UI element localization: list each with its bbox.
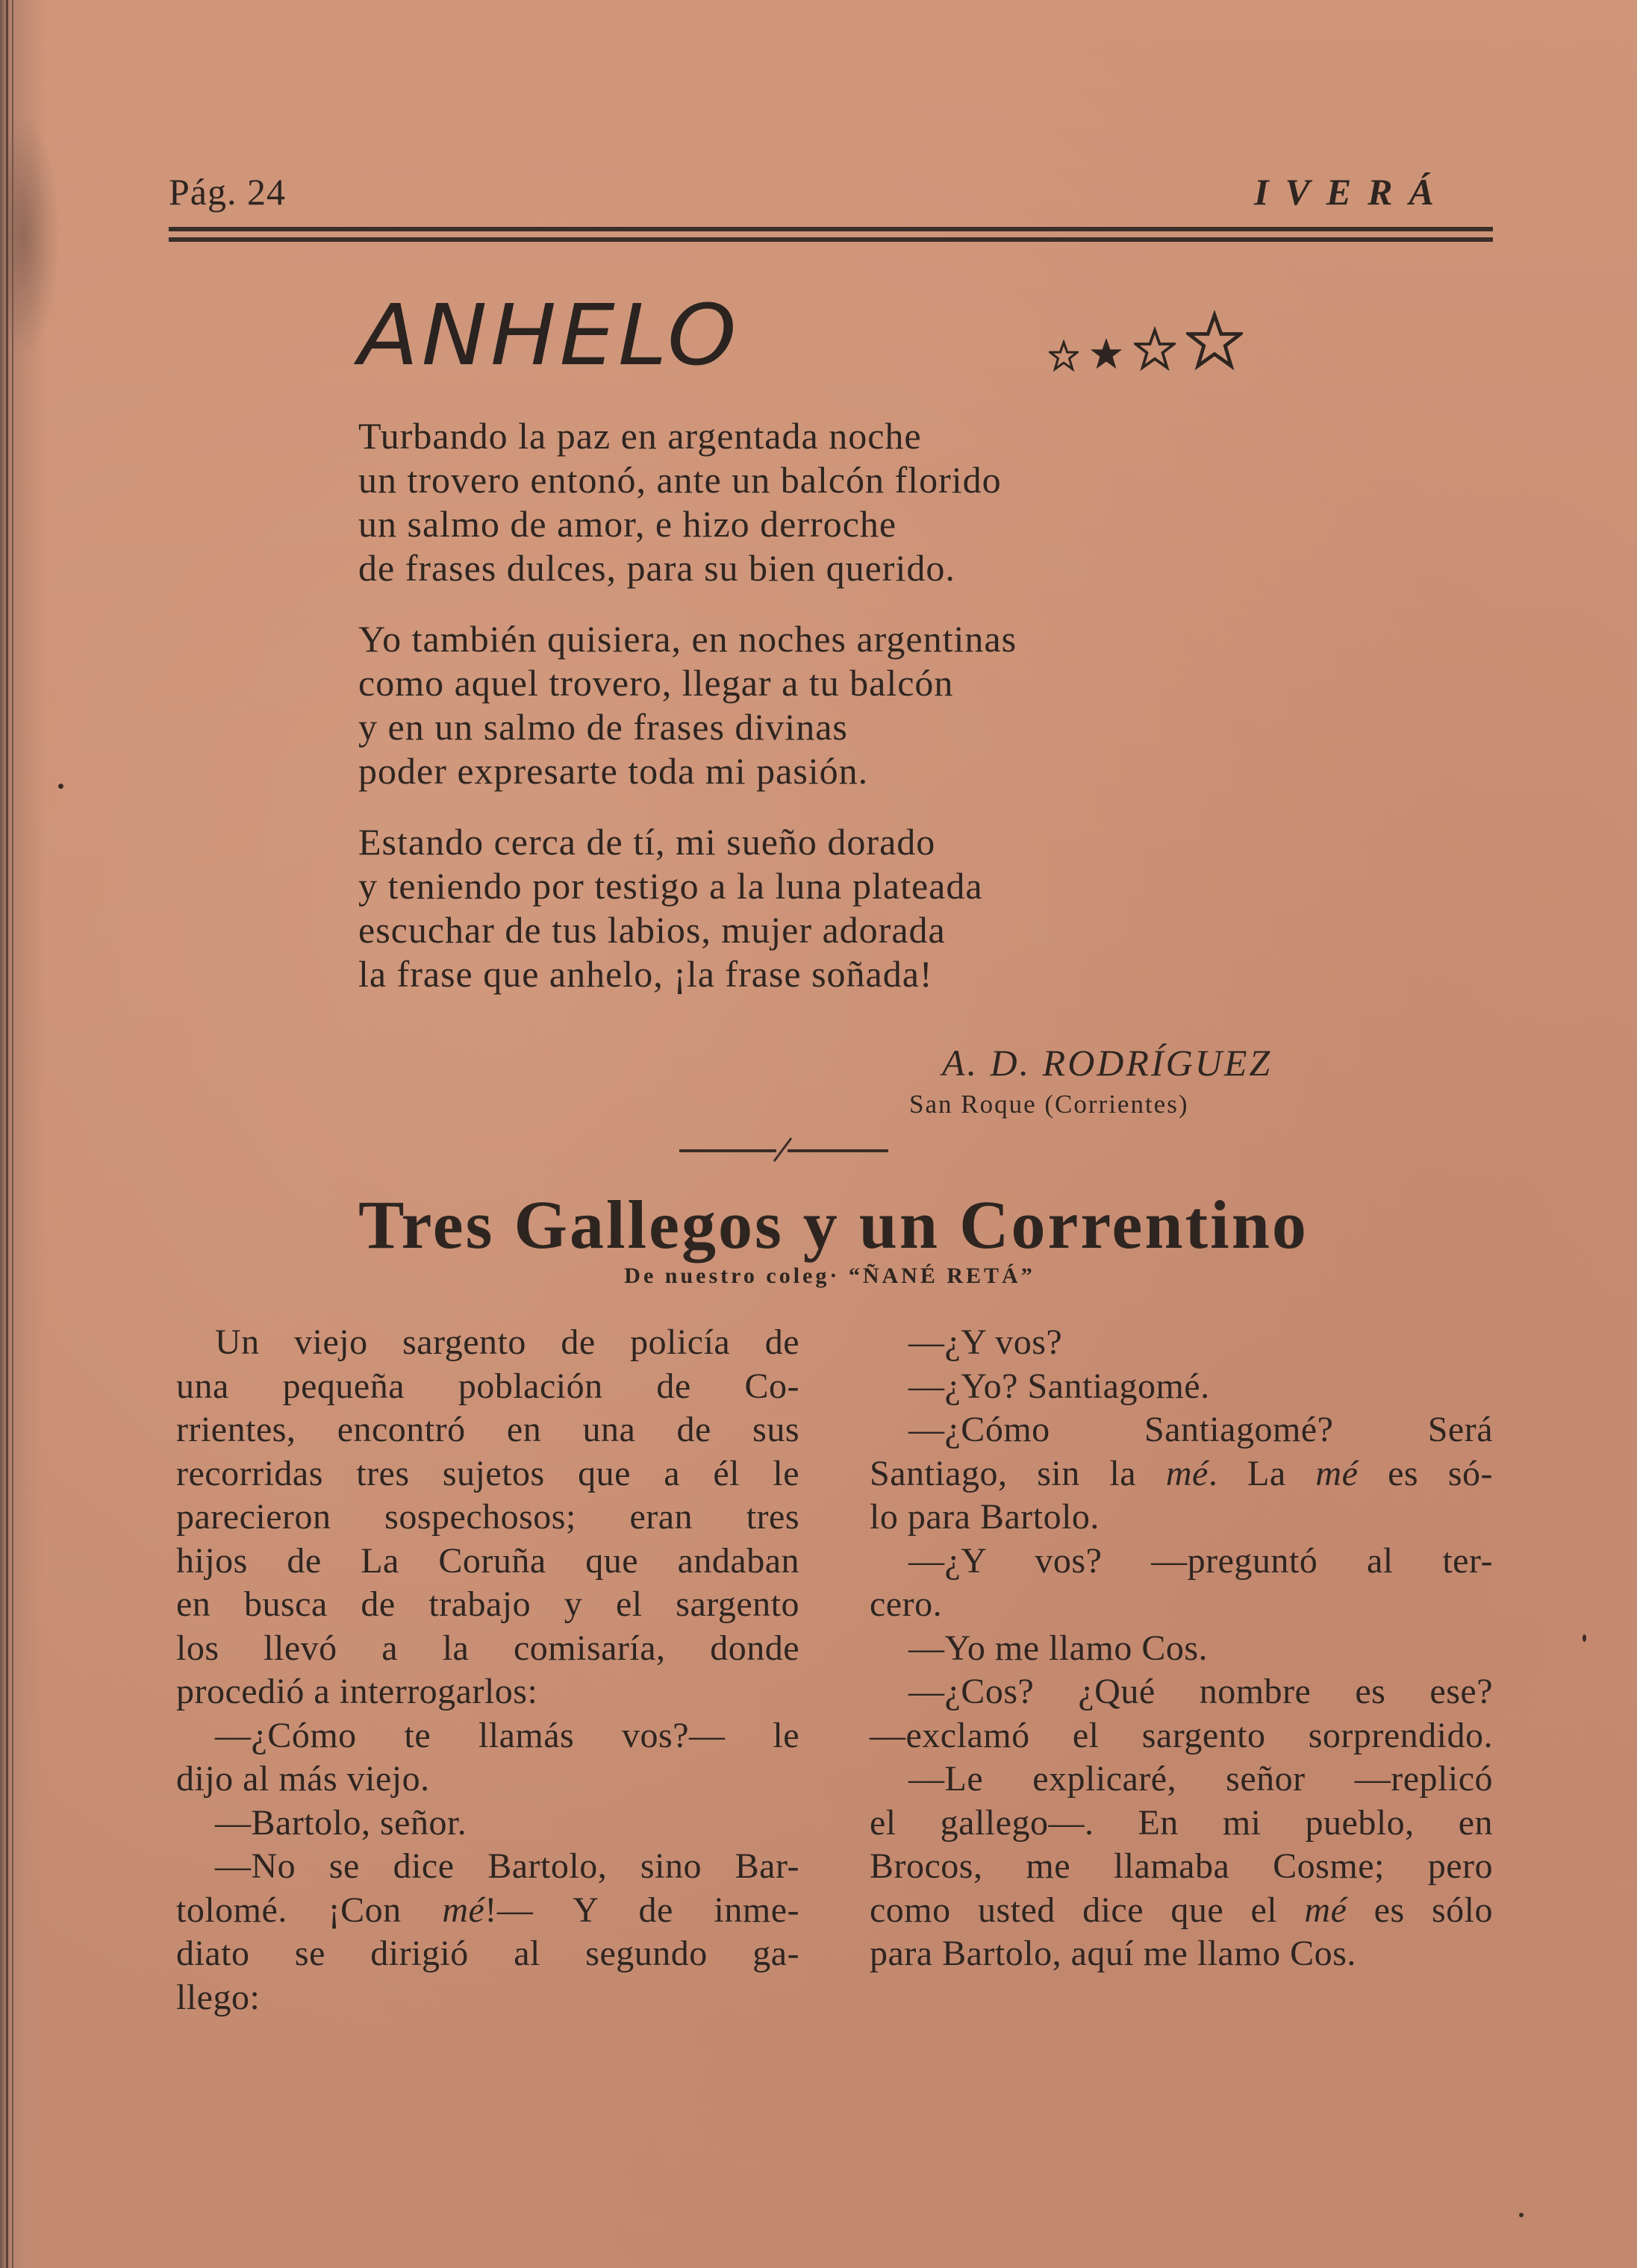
text-line: Un viejo sargento de policía de: [215, 1322, 799, 1362]
text-line: rrientes, encontró en una de sus: [176, 1410, 799, 1449]
verse: Estando cerca de tí, mi sueño dorado: [358, 821, 936, 863]
text-line: una pequeña población de Co-: [176, 1366, 799, 1406]
text-line: —¿Cos? ¿Qué nombre es ese?: [908, 1672, 1493, 1711]
text-line: recorridas tres sujetos que a él le: [176, 1453, 799, 1493]
text-line: —¿Cómo te llamás vos?— le: [215, 1715, 799, 1755]
story-right-column: [870, 1321, 1493, 1976]
verse: de frases dulces, para su bien querido.: [358, 547, 955, 589]
text-line: [870, 1889, 1493, 1933]
text-line: —¿Cómo Santiagomé? Será: [908, 1410, 1493, 1449]
text-line: [870, 1452, 1493, 1496]
poem-place: San Roque (Corrientes): [909, 1090, 1189, 1119]
verse: Turbando la paz en argentada noche: [358, 415, 922, 457]
stanza: [358, 414, 1329, 590]
story-left-column: [176, 1321, 799, 2019]
text-line: Brocos, me llamaba Cosme; pero: [870, 1846, 1493, 1886]
text-line: —¿Y vos?: [908, 1322, 1063, 1362]
text-line: —¿Y vos? —preguntó al ter-: [908, 1540, 1493, 1581]
verse: escuchar de tus labios, mujer adorada: [358, 909, 946, 951]
text-segment: es só-: [1358, 1453, 1493, 1493]
text-segment: Santiago, sin la: [870, 1453, 1166, 1493]
water-stain: [7, 112, 60, 358]
stanza: [358, 820, 1329, 996]
text-line: lo para Bartolo.: [870, 1497, 1100, 1537]
text-line: hijos de La Coruña que andaban: [176, 1540, 799, 1581]
text-line: parecieron sospechosos; eran tres: [176, 1497, 799, 1537]
verse: un trovero entonó, ante un balcón florido: [358, 459, 1002, 501]
text-line: —Bartolo, señor.: [215, 1802, 467, 1843]
text-line: llego:: [176, 1977, 261, 2017]
page-number: Pág. 24: [169, 171, 286, 213]
text-line: procedió a interrogarlos:: [176, 1672, 538, 1711]
verse: como aquel trovero, llegar a tu balcón: [358, 662, 954, 704]
verse: un salmo de amor, e hizo derroche: [358, 503, 897, 545]
text-segment: . La: [1208, 1453, 1316, 1493]
paper-speck: [1519, 2213, 1524, 2217]
emphasis-word: mé: [1165, 1453, 1209, 1493]
header-rule-bottom: [169, 237, 1493, 242]
text-segment: es sólo: [1347, 1890, 1493, 1930]
text-line: cero.: [870, 1584, 943, 1624]
emphasis-word: mé: [1315, 1453, 1359, 1493]
text-segment: como usted dice que el: [870, 1890, 1305, 1930]
emphasis-word: mé: [1304, 1890, 1347, 1930]
star-outline-icon: [1134, 326, 1176, 372]
emphasis-word: mé: [442, 1890, 485, 1930]
text-line: diato se dirigió al segundo ga-: [176, 1934, 799, 1973]
title-stars: [1049, 310, 1243, 372]
text-line: los llevó a la comisaría, donde: [176, 1628, 799, 1668]
paper-speck: [1583, 1634, 1586, 1642]
poem-title: ANHELO: [358, 287, 740, 384]
star-filled-icon: [1089, 335, 1123, 372]
text-line: —¿Yo? Santiagomé.: [908, 1366, 1210, 1406]
stanza: [358, 617, 1329, 793]
text-line: —exclamó el sargento sorprendido.: [870, 1715, 1493, 1755]
poem-author: A. D. RODRÍGUEZ: [942, 1042, 1273, 1084]
verse: poder expresarte toda mi pasión.: [358, 750, 869, 792]
text-line: —No se dice Bartolo, sino Bar-: [215, 1846, 799, 1886]
verse: Yo también quisiera, en noches argentinas: [358, 618, 1017, 660]
header-rule-top: [169, 227, 1493, 231]
text-line: para Bartolo, aquí me llamo Cos.: [870, 1934, 1356, 1973]
text-line: —Yo me llamo Cos.: [908, 1628, 1209, 1668]
publication-name: IVERÁ: [1254, 171, 1450, 213]
text-segment: !— Y de inme-: [484, 1890, 799, 1930]
verse: y en un salmo de frases divinas: [358, 706, 848, 748]
paper-speck: [58, 784, 63, 789]
story-title: Tres Gallegos y un Correntino: [358, 1187, 1309, 1263]
text-line: dijo al más viejo.: [176, 1759, 430, 1799]
poem-body: [358, 414, 1329, 1023]
text-line: en busca de trabajo y el sargento: [176, 1584, 799, 1624]
story-source: De nuestro coleg· “ÑANÉ RETÁ”: [624, 1263, 1035, 1288]
text-line: [176, 1889, 799, 1933]
text-line: —Le explicaré, señor —replicó: [908, 1759, 1493, 1799]
verse: y teniendo por testigo a la luna plateada: [358, 865, 983, 907]
text-line: el gallego—. En mi pueblo, en: [870, 1802, 1493, 1843]
section-divider-ornament: [676, 1134, 892, 1164]
star-outline-icon: [1049, 340, 1079, 372]
verse: la frase que anhelo, ¡la frase soñada!: [358, 953, 933, 995]
star-outline-large-icon: [1186, 310, 1243, 372]
text-segment: tolomé. ¡Con: [176, 1890, 443, 1930]
